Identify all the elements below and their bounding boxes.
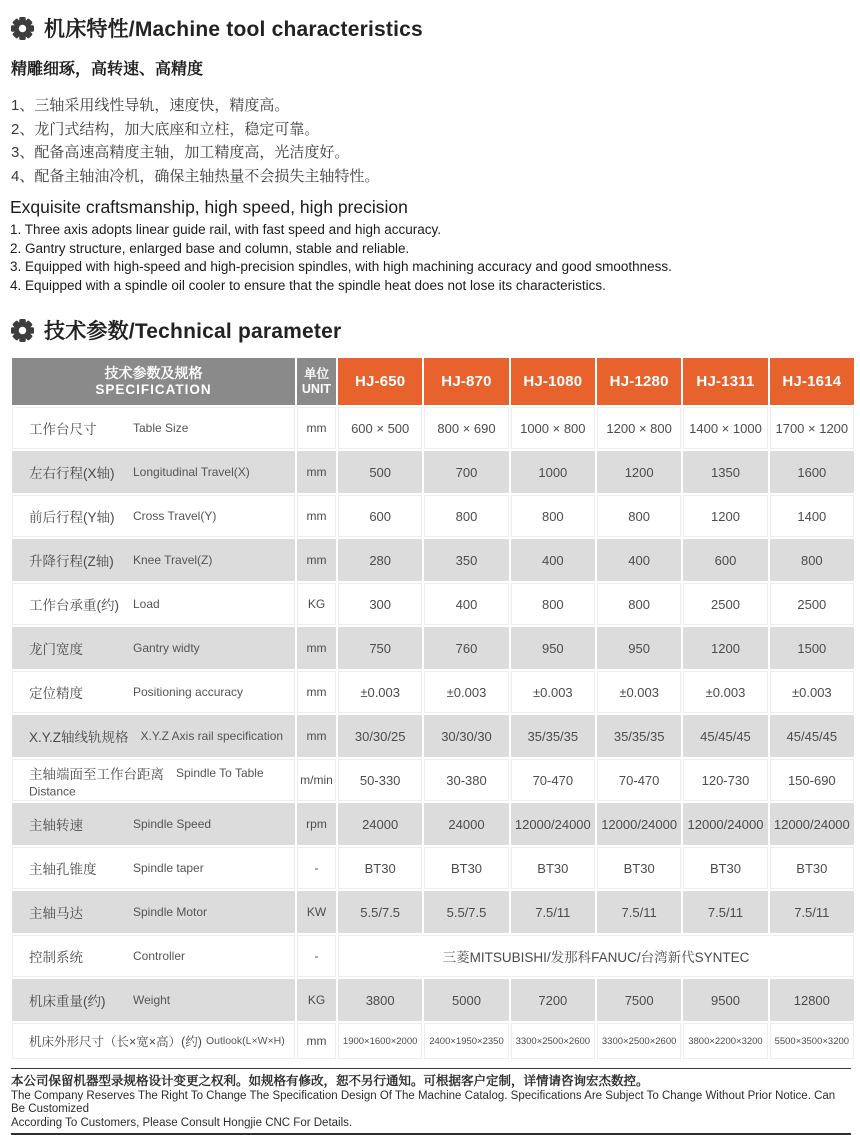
unit-cell: - xyxy=(297,847,336,889)
unit-cell: KG xyxy=(297,583,336,625)
value-cell: 600 xyxy=(338,495,422,537)
spec-header-cn: 技术参数及规格 xyxy=(104,365,203,382)
footer-note-en-line2: According To Customers, Please Consult Hongjie CNC For Details. xyxy=(11,1116,353,1129)
row-label-cn: 机床重量(约) xyxy=(29,994,106,1010)
specification-table xyxy=(10,356,856,1061)
value-cell: 1200 xyxy=(683,495,767,537)
row-label-cn: 主轴马达 xyxy=(29,906,83,922)
value-cell: 12000/24000 xyxy=(770,803,854,845)
row-label-cell xyxy=(12,979,295,1021)
row-label-cn: 左右行程(X轴) xyxy=(29,466,115,482)
value-cell: 400 xyxy=(511,539,595,581)
row-label-en: Spindle Speed xyxy=(133,817,212,832)
value-cell: 7500 xyxy=(597,979,681,1021)
value-cell: 12000/24000 xyxy=(683,803,767,845)
value-cell: 800 xyxy=(597,583,681,625)
unit-cell: mm xyxy=(297,407,336,449)
unit-cell: mm xyxy=(297,1023,336,1059)
model-header-hj-650: HJ-650 xyxy=(338,358,422,405)
unit-header-en: UNIT xyxy=(301,381,332,396)
row-label-cell xyxy=(12,759,295,801)
row-label-en: Positioning accuracy xyxy=(133,685,244,700)
unit-cell: mm xyxy=(297,715,336,757)
spec-row xyxy=(12,451,854,493)
value-cell: 800 xyxy=(424,495,508,537)
value-cell: 400 xyxy=(424,583,508,625)
row-label-cell xyxy=(12,715,295,757)
gear-icon xyxy=(10,16,35,41)
value-cell: 120-730 xyxy=(683,759,767,801)
row-label-cn: 定位精度 xyxy=(29,686,83,702)
row-label-cn: 控制系统 xyxy=(29,950,83,966)
spec-row xyxy=(12,979,854,1021)
section-title-machine: 机床特性/Machine tool characteristics xyxy=(44,18,423,41)
unit-cell: KW xyxy=(297,891,336,933)
value-cell: 3800×2200×3200 xyxy=(683,1023,767,1059)
spec-row xyxy=(12,1023,854,1059)
row-label-en: Spindle To Table Distance xyxy=(29,765,264,799)
row-label-cn: 主轴孔锥度 xyxy=(29,862,97,878)
value-cell: 500 xyxy=(338,451,422,493)
en-feature-item: 2. Gantry structure, enlarged base and column, stable and reliable. xyxy=(10,240,410,256)
row-label-cell xyxy=(12,451,295,493)
value-cell: 45/45/45 xyxy=(683,715,767,757)
gear-icon xyxy=(10,318,35,343)
row-label-en: Table Size xyxy=(133,421,189,436)
row-label-cn: X.Y.Z轴线轨规格 xyxy=(29,730,129,746)
section-title-parameter: 技术参数/Technical parameter xyxy=(44,320,342,344)
value-cell: 2500 xyxy=(683,583,767,625)
row-label-cell xyxy=(12,1023,295,1059)
row-label-en: Controller xyxy=(133,949,186,964)
unit-cell: mm xyxy=(297,539,336,581)
value-cell: 1200 × 800 xyxy=(597,407,681,449)
value-cell: 2400×1950×2350 xyxy=(424,1023,508,1059)
value-cell: 1600 xyxy=(770,451,854,493)
value-cell: 7.5/11 xyxy=(683,891,767,933)
value-cell: 7.5/11 xyxy=(597,891,681,933)
row-label-cn: 主轴端面至工作台距离 xyxy=(29,766,164,782)
value-cell: 1200 xyxy=(683,627,767,669)
value-cell: 7.5/11 xyxy=(770,891,854,933)
row-label-cell xyxy=(12,407,295,449)
value-cell: 24000 xyxy=(424,803,508,845)
row-label-en: Gantry widty xyxy=(133,641,200,656)
row-label-en: Longitudinal Travel(X) xyxy=(133,465,250,480)
value-cell: BT30 xyxy=(338,847,422,889)
row-label-en: Knee Travel(Z) xyxy=(133,553,213,568)
value-cell: 400 xyxy=(597,539,681,581)
value-cell: 950 xyxy=(597,627,681,669)
row-label-cell xyxy=(12,495,295,537)
value-cell: 2500 xyxy=(770,583,854,625)
row-label-en: Load xyxy=(133,597,160,612)
value-cell: 350 xyxy=(424,539,508,581)
cn-feature-item: 3、配备高速高精度主轴，加工精度高，光洁度好。 xyxy=(11,144,350,161)
value-cell: 5000 xyxy=(424,979,508,1021)
row-label-cell xyxy=(12,539,295,581)
value-cell: 70-470 xyxy=(597,759,681,801)
model-header-hj-1280: HJ-1280 xyxy=(597,358,681,405)
unit-cell: m/min xyxy=(297,759,336,801)
unit-cell: mm xyxy=(297,495,336,537)
spec-header-en: SPECIFICATION xyxy=(95,382,212,398)
value-cell: 12000/24000 xyxy=(511,803,595,845)
spec-row xyxy=(12,803,854,845)
value-cell: BT30 xyxy=(424,847,508,889)
value-cell: ±0.003 xyxy=(683,671,767,713)
spec-row xyxy=(12,759,854,801)
en-feature-title: Exquisite craftsmanship, high speed, high precision xyxy=(10,197,408,217)
row-label-cn: 工作台尺寸 xyxy=(29,422,97,438)
cn-feature-item: 1、三轴采用线性导轨，速度快，精度高。 xyxy=(11,97,290,114)
value-cell: 1900×1600×2000 xyxy=(338,1023,422,1059)
row-label-cell xyxy=(12,583,295,625)
value-cell: 7200 xyxy=(511,979,595,1021)
value-cell: BT30 xyxy=(770,847,854,889)
value-cell: 1400 xyxy=(770,495,854,537)
unit-cell: mm xyxy=(297,671,336,713)
value-cell: 1400 × 1000 xyxy=(683,407,767,449)
value-cell: 1000 xyxy=(511,451,595,493)
spec-row xyxy=(12,539,854,581)
row-label-cn: 前后行程(Y轴) xyxy=(29,510,115,526)
value-cell: ±0.003 xyxy=(424,671,508,713)
model-header-hj-870: HJ-870 xyxy=(424,358,508,405)
value-cell: 5500×3500×3200 xyxy=(770,1023,854,1059)
value-cell: 280 xyxy=(338,539,422,581)
spec-row xyxy=(12,715,854,757)
value-cell: BT30 xyxy=(511,847,595,889)
value-cell: 7.5/11 xyxy=(511,891,595,933)
spec-row xyxy=(12,627,854,669)
en-feature-item: 3. Equipped with high-speed and high-precision spindles, with high machining accuracy and good smoothness. xyxy=(10,259,672,275)
table-header-row xyxy=(12,358,854,405)
value-cell: 5.5/7.5 xyxy=(338,891,422,933)
value-cell: 800 × 690 xyxy=(424,407,508,449)
row-label-cell xyxy=(12,847,295,889)
value-cell: ±0.003 xyxy=(597,671,681,713)
value-cell: 3800 xyxy=(338,979,422,1021)
row-label-cn: 主轴转速 xyxy=(29,818,83,834)
spec-row xyxy=(12,847,854,889)
unit-cell: mm xyxy=(297,451,336,493)
value-cell: 35/35/35 xyxy=(597,715,681,757)
value-cell: 800 xyxy=(511,583,595,625)
model-header-hj-1311: HJ-1311 xyxy=(683,358,767,405)
value-cell: BT30 xyxy=(683,847,767,889)
value-cell: 150-690 xyxy=(770,759,854,801)
footer-note-cn: 本公司保留机器型录规格设计变更之权利。如规格有修改，恕不另行通知。可根据客户定制，详情请咨询宏杰数控。 xyxy=(11,1074,649,1089)
row-label-en: Weight xyxy=(133,993,171,1008)
row-label-cn: 升降行程(Z轴) xyxy=(29,554,114,570)
spec-row xyxy=(12,583,854,625)
value-cell: 3300×2500×2600 xyxy=(597,1023,681,1059)
cn-feature-list xyxy=(11,94,852,188)
cn-feature-item: 2、龙门式结构，加大底座和立柱，稳定可靠。 xyxy=(11,120,320,138)
value-cell: ±0.003 xyxy=(338,671,422,713)
value-cell: 5.5/7.5 xyxy=(424,891,508,933)
value-cell: 800 xyxy=(511,495,595,537)
value-cell: 760 xyxy=(424,627,508,669)
value-cell: 800 xyxy=(597,495,681,537)
spec-row xyxy=(12,495,854,537)
model-header-hj-1080: HJ-1080 xyxy=(511,358,595,405)
value-cell: 950 xyxy=(511,627,595,669)
model-header-hj-1614: HJ-1614 xyxy=(770,358,854,405)
row-label-cn: 工作台承重(约) xyxy=(29,598,119,614)
unit-cell: KG xyxy=(297,979,336,1021)
value-cell: 600 × 500 xyxy=(338,407,422,449)
value-cell: 12000/24000 xyxy=(597,803,681,845)
value-cell: 1350 xyxy=(683,451,767,493)
row-label-cn: 机床外形尺寸（长×宽×高）(约) xyxy=(29,1035,202,1050)
footer xyxy=(11,1068,851,1135)
value-cell: ±0.003 xyxy=(511,671,595,713)
row-label-cell xyxy=(12,891,295,933)
row-label-cell xyxy=(12,627,295,669)
spec-row xyxy=(12,671,854,713)
row-label-en: Spindle Motor xyxy=(133,905,208,920)
unit-header-cell xyxy=(297,358,336,405)
spec-row xyxy=(12,935,854,977)
value-cell: 1000 × 800 xyxy=(511,407,595,449)
machine-subtitle: 精雕细琢，高转速、高精度 xyxy=(11,61,204,78)
unit-cell: - xyxy=(297,935,336,977)
spec-row xyxy=(12,407,854,449)
row-label-en: Outlook(L×W×H) xyxy=(205,1035,285,1048)
value-cell: 50-330 xyxy=(338,759,422,801)
value-cell: 35/35/35 xyxy=(511,715,595,757)
row-label-en: X.Y.Z Axis rail specification xyxy=(140,729,284,744)
value-cell: 3300×2500×2600 xyxy=(511,1023,595,1059)
value-cell: 600 xyxy=(683,539,767,581)
row-label-cell xyxy=(12,671,295,713)
technical-parameter-heading xyxy=(10,315,852,345)
value-cell: 800 xyxy=(770,539,854,581)
value-cell: 700 xyxy=(424,451,508,493)
row-label-en: Cross Travel(Y) xyxy=(133,509,217,524)
row-label-cn: 龙门宽度 xyxy=(29,642,83,658)
value-cell: 1200 xyxy=(597,451,681,493)
value-cell: 1700 × 1200 xyxy=(770,407,854,449)
unit-header-cn: 单位 xyxy=(303,366,329,381)
en-feature-item: 4. Equipped with a spindle oil cooler to ensure that the spindle heat does not lose its characteristics. xyxy=(10,277,606,293)
value-cell: 12800 xyxy=(770,979,854,1021)
en-feature-item: 1. Three axis adopts linear guide rail, with fast speed and high accuracy. xyxy=(10,222,441,237)
value-cell: 30/30/25 xyxy=(338,715,422,757)
footer-note-en-line1: The Company Reserves The Right To Change The Specification Design Of The Machine Catalog. Specifications Are Subject To Change Without Prior Notice. Can Be Customized xyxy=(11,1089,836,1116)
value-cell: 1500 xyxy=(770,627,854,669)
value-cell: 24000 xyxy=(338,803,422,845)
value-cell: 45/45/45 xyxy=(770,715,854,757)
spec-row xyxy=(12,891,854,933)
spec-header-cell xyxy=(12,358,295,405)
value-cell: 300 xyxy=(338,583,422,625)
row-label-cell xyxy=(12,803,295,845)
value-cell: 750 xyxy=(338,627,422,669)
unit-cell: mm xyxy=(297,627,336,669)
merged-value-cell: 三菱MITSUBISHI/发那科FANUC/台湾新代SYNTEC xyxy=(338,935,854,977)
value-cell: 70-470 xyxy=(511,759,595,801)
value-cell: 9500 xyxy=(683,979,767,1021)
en-feature-list xyxy=(10,221,852,295)
row-label-cell xyxy=(12,935,295,977)
cn-feature-item: 4、配备主轴油冷机，确保主轴热量不会损失主轴特性。 xyxy=(11,167,380,185)
value-cell: 30-380 xyxy=(424,759,508,801)
value-cell: ±0.003 xyxy=(770,671,854,713)
value-cell: 30/30/30 xyxy=(424,715,508,757)
machine-characteristics-heading xyxy=(10,13,852,43)
unit-cell: rpm xyxy=(297,803,336,845)
value-cell: BT30 xyxy=(597,847,681,889)
row-label-en: Spindle taper xyxy=(133,861,204,876)
